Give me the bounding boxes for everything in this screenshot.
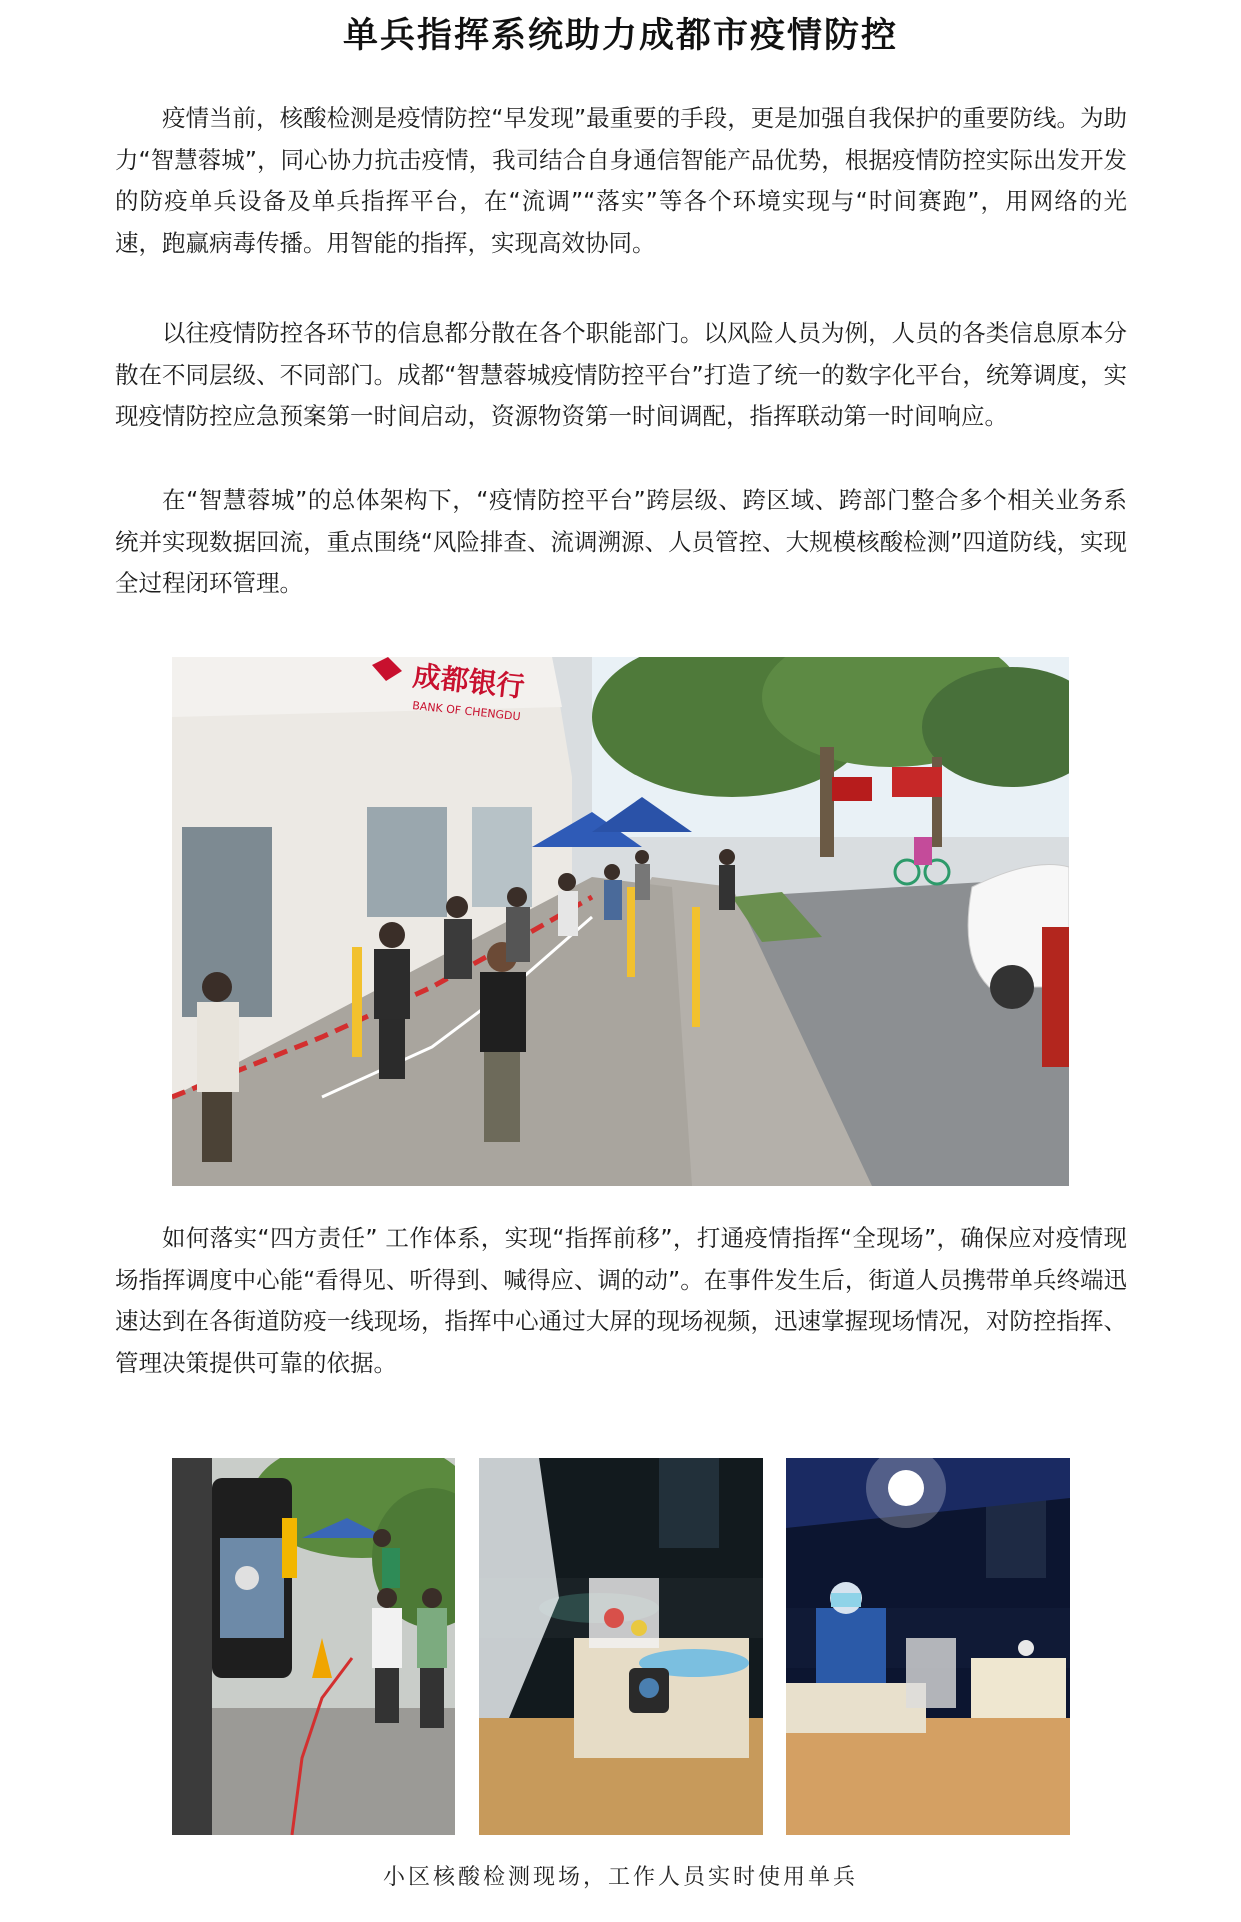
paragraph-1: 疫情当前，核酸检测是疫情防控“早发现”最重要的手段，更是加强自我保护的重要防线。为助力“智慧蓉城”，同心协力抗击疫情，我司结合自身通信智能产品优势，根据疫情防控实际出发开发的防疫单兵设备及单兵指挥平台，在“流调”“落实”等各个环境实现与“时间赛跑”，用网络的光速，跑赢病毒传播。用智能的指挥，实现高效协同。 [115,104,1127,257]
paragraph-4: 如何落实“四方责任” 工作体系，实现“指挥前移”，打通疫情指挥“全现场”，确保应对疫情现场指挥调度中心能“看得见、听得到、喊得应、调的动”。在事件发生后，街道人员携带单兵终端迅速达到在各街道防疫一线现场，指挥中心通过大屏的现场视频，迅速掌握现场情况，对防控指挥、管理决策提供可靠的依据。 [115,1224,1127,1377]
terminal-recording-street-photo [172,1458,455,1835]
paragraph-3: 在“智慧蓉城”的总体架构下，“疫情防控平台”跨层级、跨区域、跨部门整合多个相关业务系统并实现数据回流，重点围绕“风险排查、流调溯源、人员管控、大规模核酸检测”四道防线，实现全过程闭环管理。 [115,486,1127,597]
article-title: 单兵指挥系统助力成都市疫情防控 [342,16,898,56]
photo-caption: 小区核酸检测现场，工作人员实时使用单兵 [382,1865,858,1890]
bank-sign-text: 成都银行 [411,659,527,704]
paragraph-2: 以往疫情防控各环节的信息都分散在各个职能部门。以风险人员为例，人员的各类信息原本分散在不同层级、不同部门。成都“智慧蓉城疫情防控平台”打造了统一的数字化平台，统筹调度，实现疫情防控应急预案第一时间启动，资源物资第一时间调配，指挥联动第一时间响应。 [115,319,1127,430]
bank-sign-en-text: BANK OF CHENGDU [411,699,522,724]
night-testing-table-photo [479,1458,763,1835]
night-staff-station-photo [786,1458,1070,1835]
street-testing-queue-photo [172,657,1069,1186]
